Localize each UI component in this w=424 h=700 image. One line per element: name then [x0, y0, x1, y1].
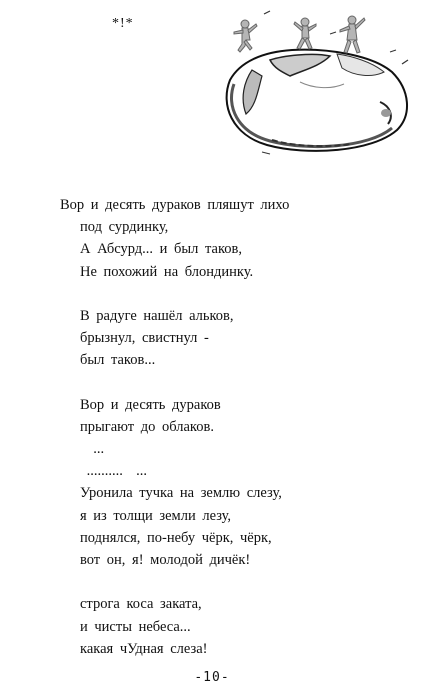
poem-line: под сурдинку,	[80, 219, 169, 236]
poem-line: В радуге нашёл альков,	[80, 307, 234, 324]
section-mark: *!*	[112, 16, 134, 31]
poem-line: строга коса заката,	[80, 596, 202, 613]
dancer-figure-left	[234, 20, 257, 52]
stanza-gap	[60, 283, 400, 305]
page-number: -10-	[194, 670, 230, 685]
poem-line: Не похожий на блондинку.	[80, 263, 254, 280]
dancer-figure-middle	[294, 18, 316, 49]
poem-line: Уронила тучка на землю слезу,	[80, 485, 282, 502]
poem-line: какая чУдная слеза!	[80, 640, 208, 657]
poem-line: поднялся, по-небу чёрк, чёрк,	[80, 529, 272, 546]
dancers-on-rock-illustration	[212, 10, 412, 160]
poem-line: я из толщи земли лезу,	[80, 507, 232, 524]
stanza-gap	[60, 372, 400, 394]
dancer-figure-right	[340, 16, 365, 53]
poem-line: ...	[80, 441, 105, 458]
stanza-gap	[60, 571, 400, 593]
poem-line: А Абсурд... и был таков,	[80, 241, 242, 258]
poem-line: брызнул, свистнул -	[80, 330, 209, 347]
poem	[60, 194, 400, 660]
poem-line: Вор и десять дураков пляшут лихо	[60, 197, 290, 213]
poem-line: .......... ...	[80, 463, 147, 480]
poem-line: прыгают до облаков.	[80, 418, 214, 435]
poem-line: и чисты небеса...	[80, 618, 191, 635]
poem-line: вот он, я! молодой дичёк!	[80, 552, 251, 568]
poem-line: Вор и десять дураков	[80, 396, 221, 413]
poem-line: был таков...	[80, 352, 156, 369]
